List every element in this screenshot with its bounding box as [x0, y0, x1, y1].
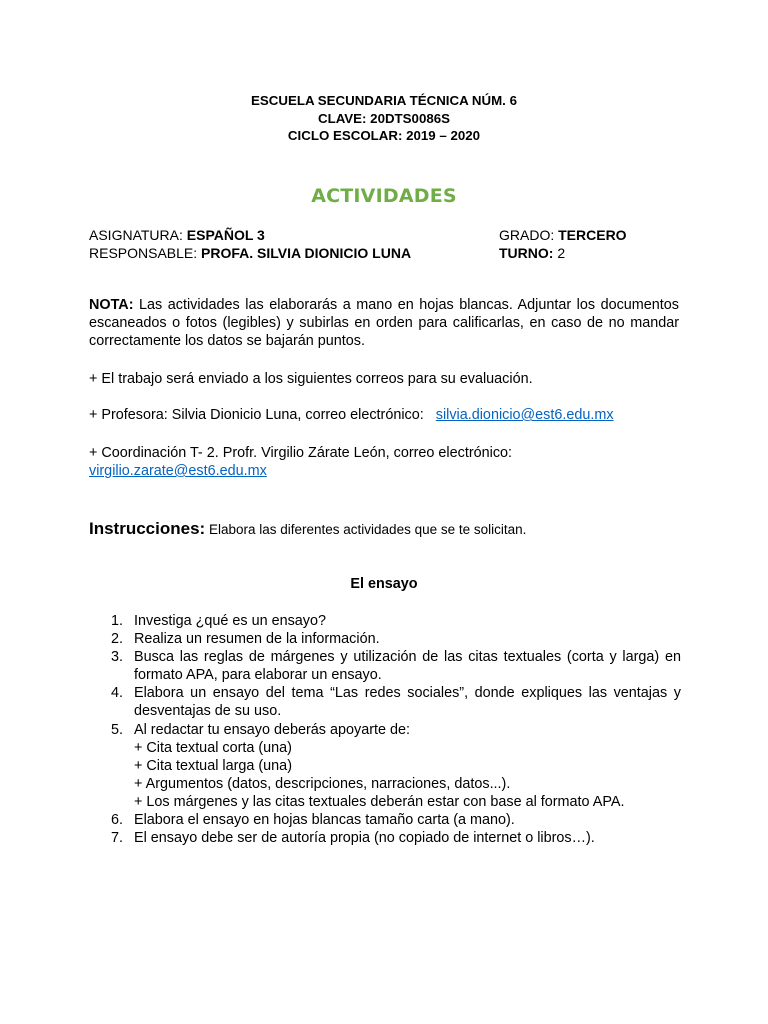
list-item-number: 2.: [111, 631, 124, 648]
subject-label: ASIGNATURA:: [89, 227, 187, 243]
list-item-number: 4.: [111, 685, 124, 702]
subject-line: [89, 226, 265, 244]
list-item-number: 5.: [111, 721, 124, 738]
school-header: [0, 92, 768, 145]
teacher-line: [89, 244, 411, 262]
sub-list-item: + Cita textual corta (una): [134, 739, 292, 756]
list-item-text: Busca las reglas de márgenes y utilización de las citas textuales (corta y larga) en formato APA, para elaborar un ensayo.: [134, 649, 681, 684]
list-item-text: Investiga ¿qué es un ensayo?: [134, 613, 327, 629]
sub-list-item: + Argumentos (datos, descripciones, narraciones, datos...).: [134, 775, 511, 792]
list-item-text: Al redactar tu ensayo deberás apoyarte de:: [134, 721, 410, 738]
section-title: El ensayo: [350, 576, 418, 592]
list-item-number: 3.: [111, 649, 124, 666]
sub-list-item: + Los márgenes y las citas textuales deberán estar con base al formato APA.: [134, 793, 625, 810]
note-text: Las actividades las elaborarás a mano en hojas blancas. Adjuntar los documentos escaneados o fotos (legibles) y subirlas en orden para calificarlas, en caso de no mandar correctamente los datos se bajarán puntos.: [89, 297, 679, 349]
instructions-label: Instrucciones:: [89, 519, 206, 538]
school-name: ESCUELA SECUNDARIA TÉCNICA NÚM. 6: [251, 93, 517, 108]
list-item: [89, 684, 681, 720]
page-title: ACTIVIDADES: [311, 185, 457, 207]
sub-list-item: + Cita textual larga (una): [134, 757, 292, 774]
list-item: [89, 811, 681, 829]
shift-label: TURNO:: [499, 245, 554, 261]
teacher-contact: [89, 406, 679, 424]
list-item: [89, 648, 681, 684]
coordination-email-link[interactable]: virgilio.zarate@est6.edu.mx: [89, 463, 267, 479]
teacher-label: RESPONSABLE:: [89, 245, 202, 261]
list-item-text: Elabora el ensayo en hojas blancas tamaño carta (a mano).: [134, 812, 515, 829]
list-item-number: 1.: [111, 613, 124, 629]
instructions-text: Elabora las diferentes actividades que se te solicitan.: [205, 522, 527, 537]
activity-list: [89, 612, 681, 847]
grade-value: TERCERO: [558, 227, 627, 243]
list-item-text: El ensayo debe ser de autoría propia (no copiado de internet o libros…).: [134, 830, 595, 847]
coordination-contact-text: + Coordinación T- 2. Profr. Virgilio Zárate León, correo electrónico:: [89, 445, 513, 461]
list-item-text: Elabora un ensayo del tema “Las redes sociales”, donde expliques las ventajas y desventajas de su uso.: [134, 685, 681, 720]
list-item: [89, 630, 681, 648]
shift-line: [499, 244, 565, 262]
coordination-contact: [89, 444, 679, 480]
list-item: [89, 829, 681, 847]
list-item-number: 7.: [111, 830, 124, 847]
subject-value: ESPAÑOL 3: [186, 227, 265, 243]
note-label: NOTA:: [89, 297, 134, 313]
teacher-value: PROFA. SILVIA DIONICIO LUNA: [201, 245, 412, 261]
list-item: [89, 721, 681, 739]
list-item: [89, 612, 681, 630]
submission-note: + El trabajo será enviado a los siguientes correos para su evaluación.: [89, 371, 533, 387]
list-item-number: 6.: [111, 812, 124, 829]
grade-label: GRADO:: [499, 227, 559, 243]
school-key: CLAVE: 20DTS0086S: [317, 110, 451, 126]
list-item-text: Realiza un resumen de la información.: [134, 631, 380, 648]
school-year: CICLO ESCOLAR: 2019 – 2020: [287, 128, 481, 143]
teacher-contact-text: + Profesora: Silvia Dionicio Luna, correo electrónico:: [89, 407, 428, 423]
instructions-line: [89, 519, 526, 539]
grade-line: [499, 226, 627, 244]
note-paragraph: [89, 296, 679, 350]
shift-value: 2: [553, 245, 566, 261]
teacher-email-link[interactable]: silvia.dionicio@est6.edu.mx: [435, 407, 614, 423]
